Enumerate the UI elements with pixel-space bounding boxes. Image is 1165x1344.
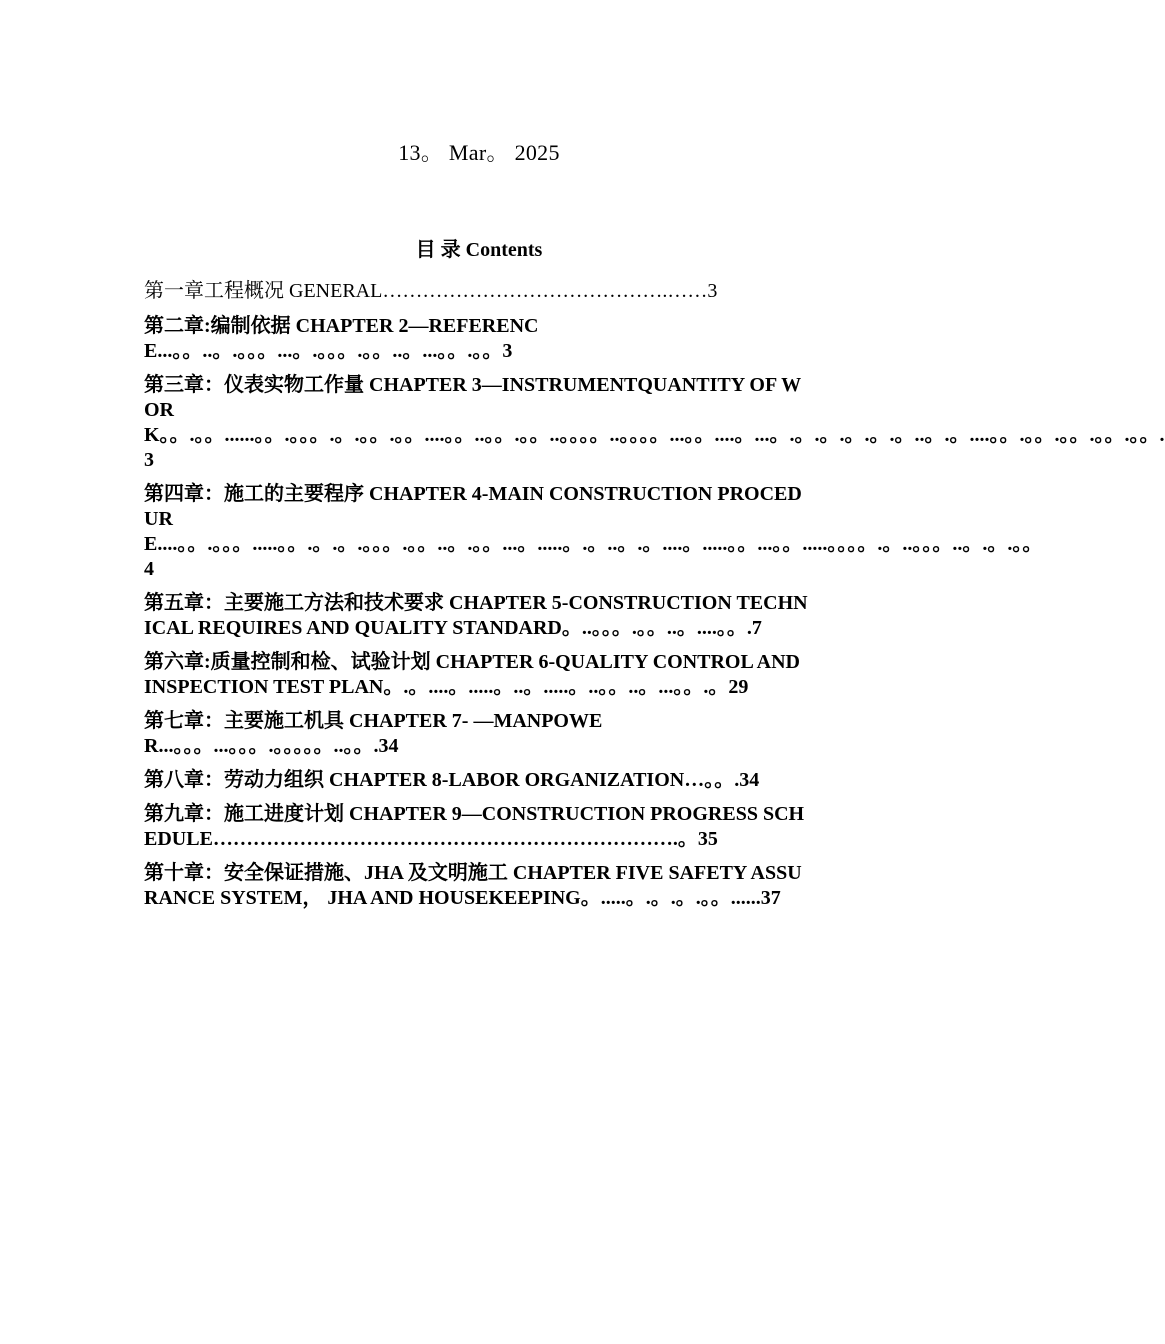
toc-heading: 目 录 Contents	[415, 239, 543, 261]
toc-entry-chapter-8[interactable]: 第八章：劳动力组织 CHAPTER 8-LABOR ORGANIZATION…。。.34	[144, 769, 760, 791]
toc-entry-chapter-2[interactable]: 第二章:编制依据 CHAPTER 2—REFERENCE...。。..。.。。。...。.。。。.。。..。...。。.。。3	[144, 315, 539, 362]
toc-entry-chapter-4[interactable]: 第四章：施工的主要程序 CHAPTER 4-MAIN CONSTRUCTION PROCEDURE....。。.。。。.....。。.。.。.。。。.。。..。.。。...。.....。.。..。.。....。.....。。...。。.....。。。。.。..。。。..。.。.。。4	[144, 483, 1043, 580]
toc-entry-chapter-3[interactable]: 第三章：仪表实物工作量 CHAPTER 3—INSTRUMENTQUANTITY OF WORK。。.。。......。。.。。。.。.。。.。。....。。..。。.。。..。。。。..。。。。...。。....。...。.。.。.。.。.。..。.。....。。.。。.。。.。。.。。.3	[144, 374, 1165, 471]
toc-entry-chapter-7[interactable]: 第七章：主要施工机具 CHAPTER 7- —MANPOWER...。。。...。。。.。。。。。..。。.34	[144, 710, 603, 757]
toc-entry-chapter-9[interactable]: 第九章：施工进度计划 CHAPTER 9—CONSTRUCTION PROGRESS SCHEDULE…………………………………………………………….。35	[144, 803, 805, 850]
document-date: 13。 Mar。 2025	[398, 140, 560, 165]
table-of-contents	[144, 279, 1165, 920]
toc-entry-chapter-10[interactable]: 第十章：安全保证措施、JHA 及文明施工 CHAPTER FIVE SAFETY ASSURANCE SYSTEM， JHA AND HOUSEKEEPING。.....。.。.。.。。......37	[144, 862, 802, 909]
toc-entry-chapter-1[interactable]: 第一章工程概况 GENERAL…………………………………….……3	[144, 280, 718, 302]
toc-entry-chapter-5[interactable]: 第五章：主要施工方法和技术要求 CHAPTER 5-CONSTRUCTION TECHNICAL REQUIRES AND QUALITY STANDARD。..。。。.。。..。....。。.7	[144, 592, 808, 639]
toc-entry-chapter-6[interactable]: 第六章:质量控制和检、试验计划 CHAPTER 6-QUALITY CONTROL AND INSPECTION TEST PLAN。.。....。.....。..。.....。..。。..。...。。.。29	[144, 651, 800, 698]
